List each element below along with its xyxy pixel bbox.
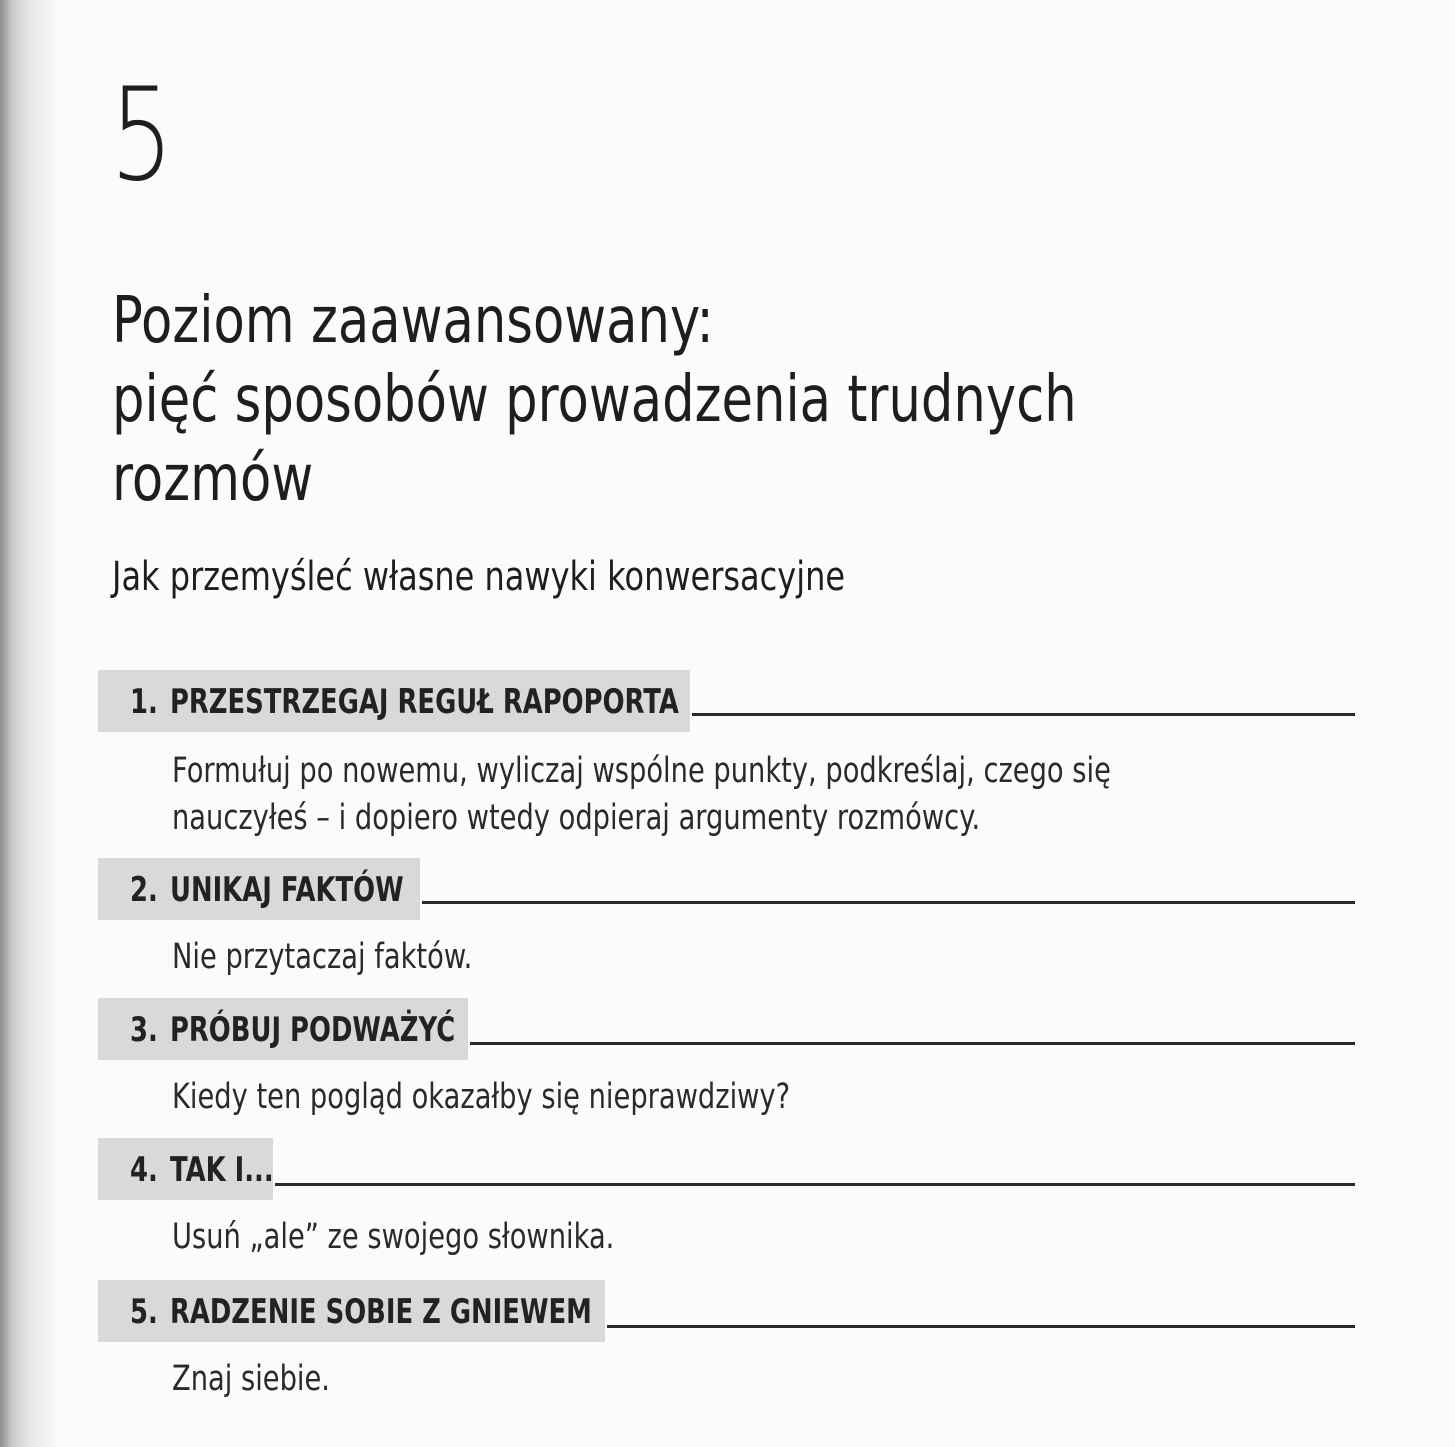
heading-rule [470,1042,1355,1045]
item-heading-text: PRÓBUJ PODWAŻYĆ [169,1010,456,1050]
item-heading-box [98,1280,605,1342]
chapter-title [112,282,1077,519]
item-heading [130,1010,455,1050]
chapter-title-line: pięć sposobów prowadzenia trudnych [112,363,1077,437]
item-heading-text: UNIKAJ FAKTÓW [169,870,404,910]
item-description [172,1214,614,1261]
item-heading-box [98,858,420,920]
item-heading-text: RADZENIE SOBIE Z GNIEWEM [169,1292,592,1332]
page-spine-shadow [0,0,60,1447]
item-heading-text: PRZESTRZEGAJ REGUŁ RAPOPORTA [169,682,679,722]
item-heading-box [98,670,690,732]
chapter-number: 5 [110,61,174,210]
item-description-line: Usuń „ale” ze swojego słownika. [172,1217,615,1257]
chapter-title-line: Poziom zaawansowany: [112,284,714,358]
item-number: 1. [130,682,158,722]
item-description [172,934,472,981]
item-number: 2. [130,870,158,910]
item-description [172,1074,790,1121]
item-heading-text: TAK I... [169,1150,274,1190]
item-number: 4. [130,1150,158,1190]
item-description-line: Formułuj po nowemu, wyliczaj wspólne punkty, podkreślaj, czego się [172,751,1111,791]
item-number: 5. [130,1292,158,1332]
item-heading [130,1292,592,1332]
item-description-line: Kiedy ten pogląd okazałby się nieprawdziwy? [172,1077,791,1117]
item-number: 3. [130,1010,158,1050]
item-description [172,1356,330,1403]
item-description [172,748,1111,842]
item-heading [130,1150,274,1190]
heading-rule [422,901,1355,904]
item-heading [130,870,404,910]
chapter-subtitle: Jak przemyśleć własne nawyki konwersacyjne [112,554,846,600]
chapter-title-line: rozmów [112,442,314,516]
item-description-line: Nie przytaczaj faktów. [172,937,473,977]
item-description-line: Znaj siebie. [172,1359,330,1399]
item-heading-box [98,998,468,1060]
item-heading-box [98,1138,273,1200]
heading-rule [275,1183,1355,1186]
item-heading [130,682,679,722]
heading-rule [607,1325,1355,1328]
item-description-line: nauczyłeś – i dopiero wtedy odpieraj argumenty rozmówcy. [172,798,981,838]
heading-rule [692,713,1355,716]
